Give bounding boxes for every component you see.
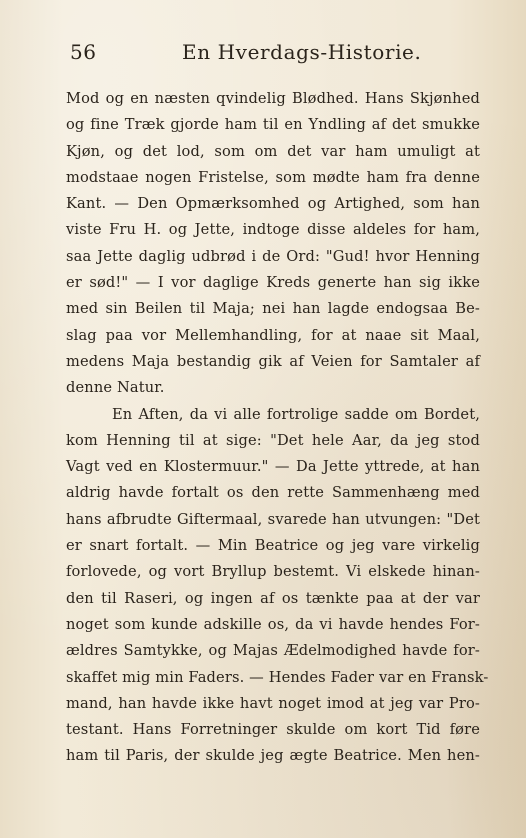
text-line: modstaae nogen Fristelse, som mødte ham fra denne bbox=[66, 168, 480, 186]
running-head: En Hverdags-Historie. bbox=[182, 40, 422, 64]
page-header bbox=[70, 40, 472, 70]
paragraph bbox=[66, 86, 480, 402]
text-line: saa Jette daglig udbrød i de Ord: "Gud! hvor Henning bbox=[66, 247, 480, 265]
text-line: noget som kunde adskille os, da vi havde hendes For- bbox=[66, 615, 480, 633]
body-text bbox=[66, 86, 489, 770]
text-line: den til Raseri, og ingen af os tænkte paa at der var bbox=[66, 589, 480, 607]
text-line: og fine Træk gjorde ham til en Yndling af det smukke bbox=[66, 116, 480, 134]
text-line: Mod og en næsten qvindelig Blødhed. Hans Skjønhed bbox=[66, 90, 480, 107]
text-line: En Aften, da vi alle fortrolige sadde om Bordet, bbox=[112, 405, 480, 423]
text-line: er snart fortalt. — Min Beatrice og jeg vare virkelig bbox=[66, 537, 480, 555]
text-line: hans afbrudte Giftermaal, svarede han utvungen: "Det bbox=[66, 510, 480, 528]
text-line: med sin Beilen til Maja; nei han lagde endogsaa Be- bbox=[66, 300, 480, 318]
text-line: skaffet mig min Faders. — Hendes Fader var en Fransk- bbox=[66, 668, 489, 686]
text-line: mand, han havde ikke havt noget imod at jeg var Pro- bbox=[66, 694, 480, 712]
text-line: viste Fru H. og Jette, indtoge disse aldeles for ham, bbox=[66, 221, 480, 239]
paragraph bbox=[66, 402, 489, 770]
text-line: testant. Hans Forretninger skulde om kort Tid føre bbox=[66, 721, 480, 739]
text-line: ham til Paris, der skulde jeg ægte Beatrice. Men hen- bbox=[66, 747, 480, 765]
text-line: medens Maja bestandig gik af Veien for Samtaler af bbox=[66, 352, 480, 370]
text-line: ældres Samtykke, og Majas Ædelmodighed havde for- bbox=[66, 642, 480, 660]
text-line: aldrig havde fortalt os den rette Sammenhæng med bbox=[66, 484, 480, 502]
text-line: kom Henning til at sige: "Det hele Aar, da jeg stod bbox=[66, 431, 480, 449]
text-line: Vagt ved en Klostermuur." — Da Jette yttrede, at han bbox=[66, 458, 480, 476]
text-line: Kant. — Den Opmærksomhed og Artighed, som han bbox=[66, 195, 480, 213]
text-line: denne Natur. bbox=[66, 379, 165, 397]
page-number: 56 bbox=[70, 40, 97, 64]
text-line: slag paa vor Mellemhandling, for at naae sit Maal, bbox=[66, 326, 480, 344]
text-line: Kjøn, og det lod, som om det var ham umuligt at bbox=[66, 142, 480, 160]
text-line: forlovede, og vort Bryllup bestemt. Vi elskede hinan- bbox=[66, 563, 480, 581]
text-line: er sød!" — I vor daglige Kreds generte han sig ikke bbox=[66, 274, 480, 292]
